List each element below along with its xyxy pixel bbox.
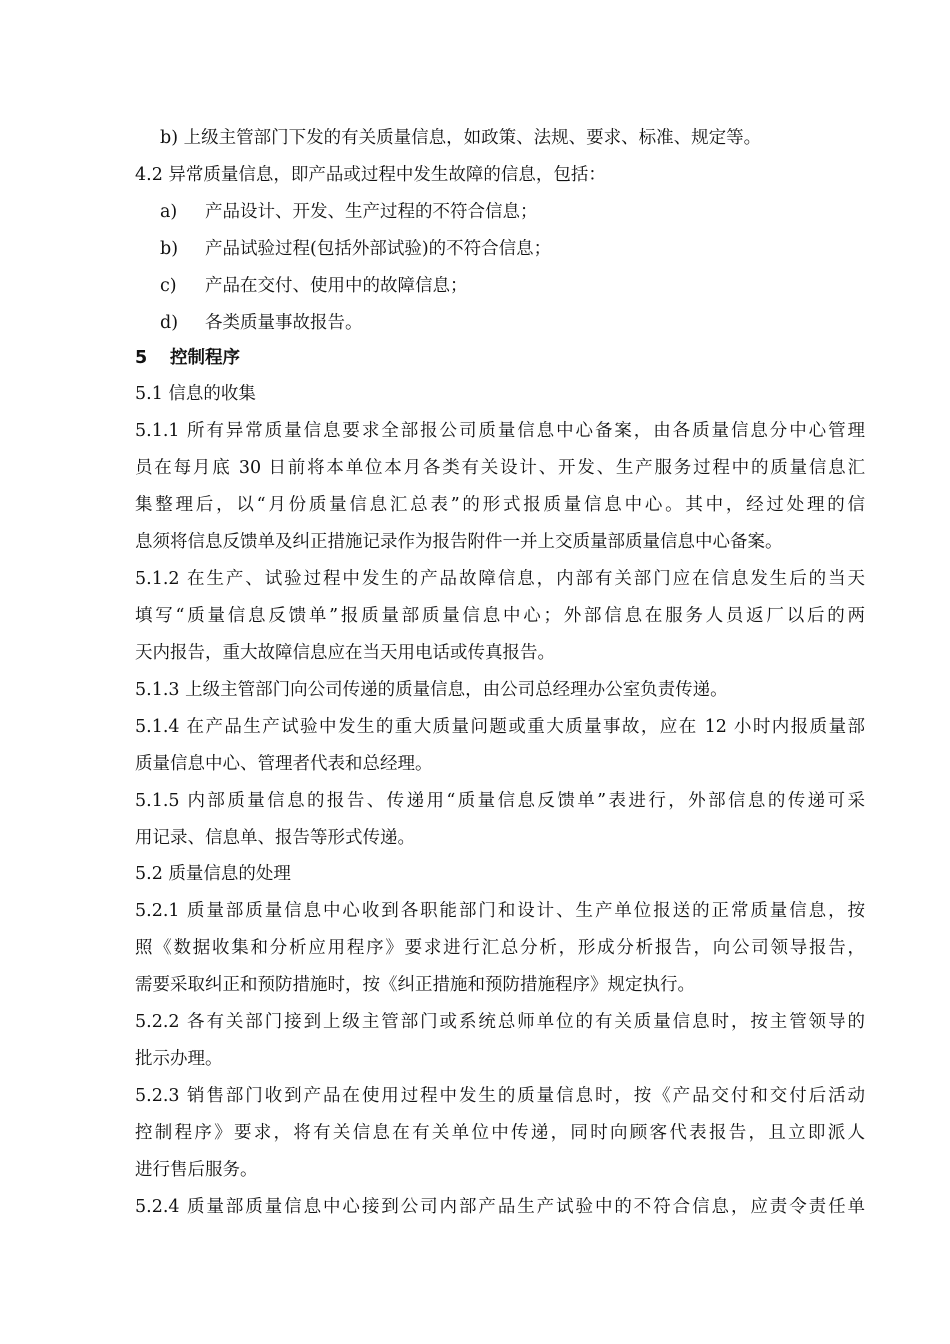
list-item-text: 产品试验过程(包括外部试验)的不符合信息； xyxy=(205,239,552,259)
list-item-a xyxy=(160,194,890,230)
text-line: 5.1.2 在生产、试验过程中发生的产品故障信息，内部有关部门应在信息发生后的当天 xyxy=(135,569,865,589)
list-item-d xyxy=(160,305,890,341)
list-item-label: d) xyxy=(160,313,179,333)
text-line: 用记录、信息单、报告等形式传递。 xyxy=(135,828,415,848)
list-item-text: 产品在交付、使用中的故障信息； xyxy=(205,276,468,296)
list-item-text: 产品设计、开发、生产过程的不符合信息； xyxy=(205,202,538,222)
text-line: 息须将信息反馈单及纠正措施记录作为报告附件一并上交质量部质量信息中心备案。 xyxy=(135,532,783,552)
text-line: 质量信息中心、管理者代表和总经理。 xyxy=(135,754,433,774)
list-item-b xyxy=(160,231,890,267)
text-line: 5.1.3 上级主管部门向公司传递的质量信息，由公司总经理办公室负责传递。 xyxy=(135,680,728,700)
section-heading xyxy=(135,340,865,376)
text-line: 员在每月底 30 日前将本单位本月各类有关设计、开发、生产服务过程中的质量信息汇 xyxy=(135,458,865,478)
text-line: 5.2.2 各有关部门接到上级主管部门或系统总师单位的有关质量信息时，按主管领导的 xyxy=(135,1012,865,1032)
text-line: 5.2.3 销售部门收到产品在使用过程中发生的质量信息时，按《产品交付和交付后活动 xyxy=(135,1086,865,1106)
text-line: 5.2.1 质量部质量信息中心收到各职能部门和设计、生产单位报送的正常质量信息，按 xyxy=(135,901,865,921)
text-line: 控制程序》要求，将有关信息在有关单位中传递，同时向顾客代表报告，且立即派人 xyxy=(135,1123,865,1143)
section-4-2-line: 4.2 异常质量信息，即产品或过程中发生故障的信息，包括： xyxy=(135,165,606,185)
section-number: 5 xyxy=(135,348,148,368)
list-item-label: c) xyxy=(160,276,177,296)
text-line: 集整理后，以“月份质量信息汇总表”的形式报质量信息中心。其中，经过处理的信 xyxy=(135,495,865,515)
text-line: 5.1.1 所有异常质量信息要求全部报公司质量信息中心备案，由各质量信息分中心管理 xyxy=(135,421,865,441)
text-line: 批示办理。 xyxy=(135,1049,223,1069)
text-line: 填写“质量信息反馈单”报质量部质量信息中心；外部信息在服务人员返厂以后的两 xyxy=(135,606,865,626)
text-line: 进行售后服务。 xyxy=(135,1160,258,1180)
list-item-c xyxy=(160,268,890,304)
list-item-label: a) xyxy=(160,202,178,222)
list-item-text: 各类质量事故报告。 xyxy=(205,313,363,333)
text-line: b) 上级主管部门下发的有关质量信息，如政策、法规、要求、标准、规定等。 xyxy=(160,128,762,148)
subsection-heading: 5.1 信息的收集 xyxy=(135,384,256,404)
section-title: 控制程序 xyxy=(170,348,240,368)
text-line: 5.2.4 质量部质量信息中心接到公司内部产品生产试验中的不符合信息，应责令责任单 xyxy=(135,1197,865,1217)
text-line: 5.1.4 在产品生产试验中发生的重大质量问题或重大质量事故，应在 12 小时内报质量部 xyxy=(135,717,865,737)
text-line: 需要采取纠正和预防措施时，按《纠正措施和预防措施程序》规定执行。 xyxy=(135,975,695,995)
text-line: 照《数据收集和分析应用程序》要求进行汇总分析，形成分析报告，向公司领导报告， xyxy=(135,938,865,958)
text-line: 5.1.5 内部质量信息的报告、传递用“质量信息反馈单”表进行，外部信息的传递可采 xyxy=(135,791,865,811)
list-item-label: b) xyxy=(160,239,179,259)
text-line: 天内报告，重大故障信息应在当天用电话或传真报告。 xyxy=(135,643,555,663)
subsection-heading: 5.2 质量信息的处理 xyxy=(135,864,291,884)
